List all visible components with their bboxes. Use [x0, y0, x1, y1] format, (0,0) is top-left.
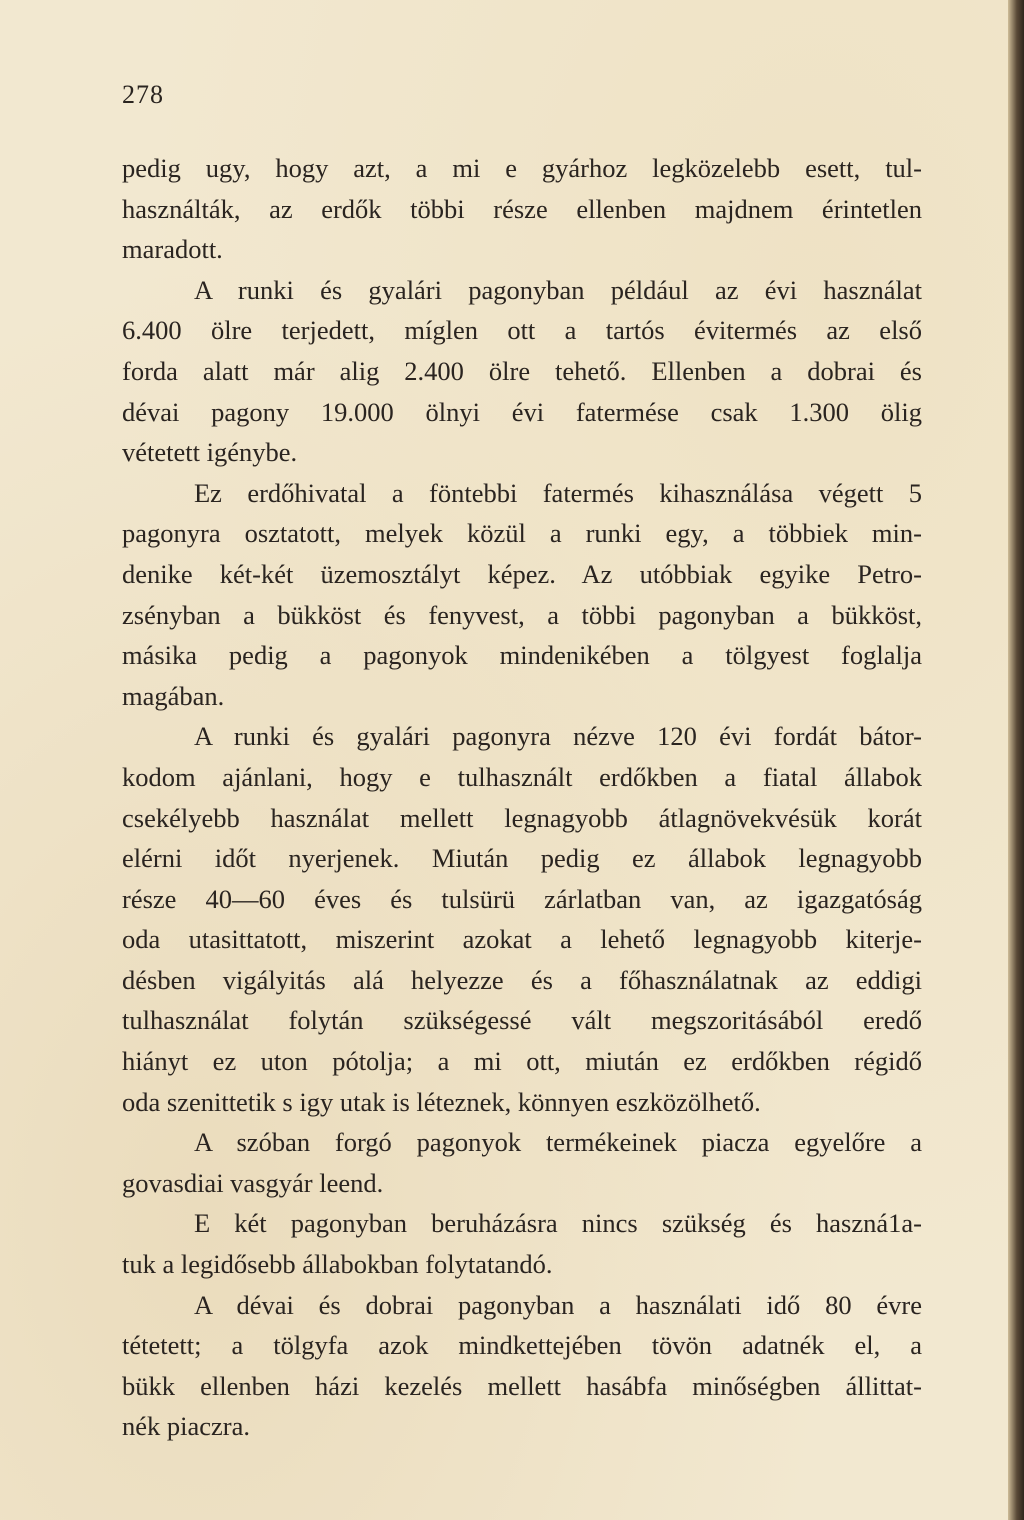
text-line: oda utasittatott, miszerint azokat a lehető legnagyobb kiterje-	[122, 924, 922, 955]
text-line: tulhasználat folytán szükségessé vált megszoritásából eredő	[122, 1005, 922, 1036]
text-line: tuk a legidősebb állabokban folytatandó.	[122, 1249, 553, 1280]
text-line: hiányt ez uton pótolja; a mi ott, miután ez erdőkben régidő	[122, 1046, 922, 1077]
text-line: tétetett; a tölgyfa azok mindkettejében tövön adatnék el, a	[122, 1330, 922, 1361]
text-line: dévai pagony 19.000 ölnyi évi fatermése csak 1.300 ölig	[122, 396, 922, 427]
text-line: elérni időt nyerjenek. Miután pedig ez állabok legnagyobb	[122, 843, 922, 874]
text-line: bükk ellenben házi kezelés mellett hasábfa minőségben állittat-	[122, 1370, 922, 1401]
text-line: forda alatt már alig 2.400 ölre tehető. Ellenben a dobrai és	[122, 355, 922, 386]
text-line: csekélyebb használat mellett legnagyobb átlagnövekvésük korát	[122, 802, 922, 833]
text-line: A dévai és dobrai pagonyban a használati idő 80 évre	[194, 1289, 922, 1320]
text-line: denike két-két üzemosztályt képez. Az utóbbiak egyike Petro-	[122, 558, 922, 589]
text-line: használták, az erdők többi része ellenben majdnem érintetlen	[122, 193, 922, 224]
text-line: 6.400 ölre terjedett, míglen ott a tartós évitermés az első	[122, 315, 922, 346]
text-line: zsényban a bükköst és fenyvest, a többi pagonyban a bükköst,	[122, 599, 922, 630]
text-line: E két pagonyban beruházásra nincs szükség és haszná1a-	[194, 1208, 922, 1239]
text-line: A szóban forgó pagonyok termékeinek piacza egyelőre a	[194, 1127, 922, 1158]
text-line: maradott.	[122, 234, 223, 265]
text-line: A runki és gyalári pagonyra nézve 120 évi fordát bátor-	[194, 721, 922, 752]
text-line: nék piaczra.	[122, 1411, 250, 1442]
page-number: 278	[122, 80, 164, 109]
text-line: része 40—60 éves és tulsürü zárlatban van, az igazgatóság	[122, 883, 922, 914]
text-line: oda szenittetik s igy utak is léteznek, könnyen eszközölhető.	[122, 1086, 761, 1117]
text-line: vétetett igénybe.	[122, 437, 298, 468]
text-line: másika pedig a pagonyok mindenikében a tölgyest foglalja	[122, 640, 922, 671]
text-line: govasdiai vasgyár leend.	[122, 1167, 384, 1198]
page-binding-edge	[1008, 0, 1024, 1520]
text-line: A runki és gyalári pagonyban például az évi használat	[194, 274, 922, 305]
text-line: pedig ugy, hogy azt, a mi e gyárhoz legközelebb esett, tul-	[122, 153, 922, 183]
text-line: désben vigályitás alá helyezze és a főhasználatnak az eddigi	[122, 964, 922, 995]
text-line: kodom ajánlani, hogy e tulhasznált erdőkben a fiatal állabok	[122, 761, 922, 792]
text-line: Ez erdőhivatal a föntebbi fatermés kihasználása végett 5	[194, 477, 922, 508]
body-text	[122, 148, 922, 1447]
text-line: pagonyra osztatott, melyek közül a runki egy, a többiek min-	[122, 518, 922, 549]
text-line: magában.	[122, 680, 225, 711]
